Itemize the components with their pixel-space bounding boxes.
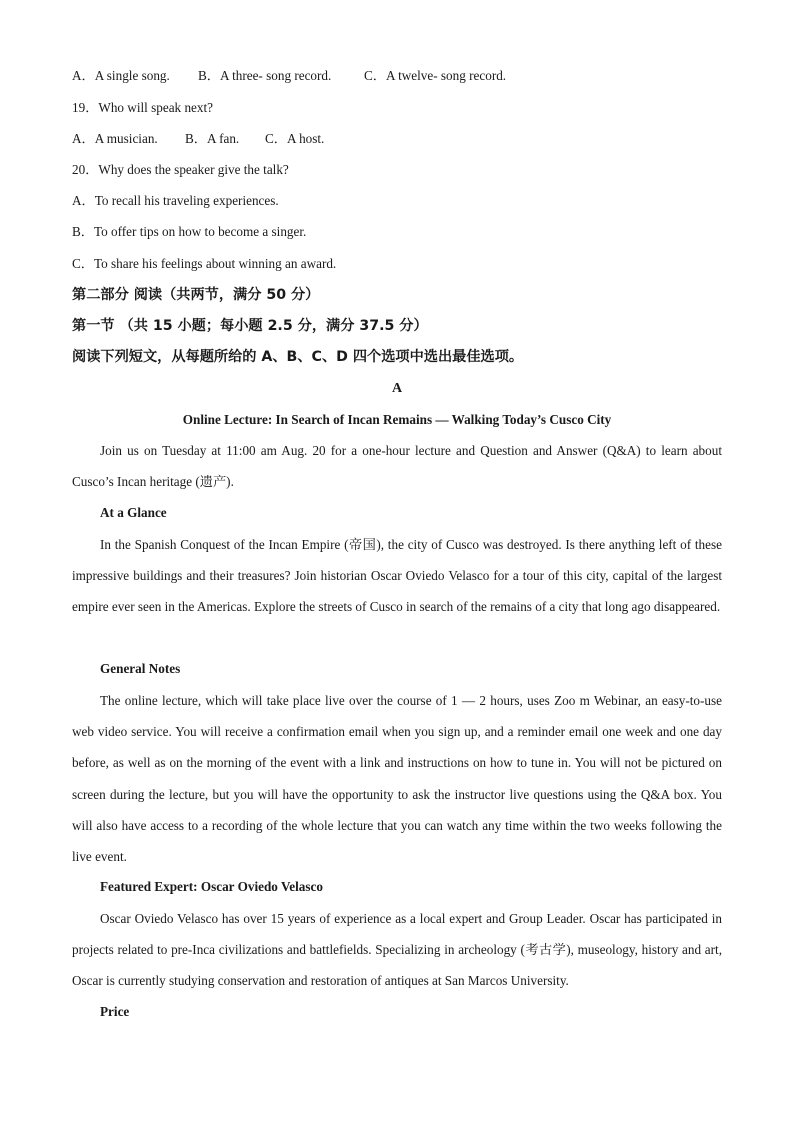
q20-option-c: C．To share his feelings about winning an award. bbox=[72, 256, 337, 271]
q18-option-b: B．A three- song record. bbox=[198, 68, 332, 83]
q19-option-a: A．A musician. bbox=[72, 131, 158, 146]
q19-options bbox=[72, 129, 324, 149]
section-one-title: 第一节 （共 15 小题；每小题 2.5 分，满分 37.5 分） bbox=[72, 318, 428, 334]
price-heading: Price bbox=[100, 1004, 130, 1019]
at-a-glance-paragraph: In the Spanish Conquest of the Incan Empire (帝国), the city of Cusco was destroyed. Is there anything left of these impressive buildings and their treasures? Join historian Oscar Oviedo Velasco for a tour of this city, capital of the largest empire ever seen in the Americas. Explore the streets of Cusco in search of the remains of a city that long ago disappeared. bbox=[72, 537, 722, 615]
q20-question: 20．Why does the speaker give the talk? bbox=[72, 162, 289, 177]
q18-option-c: C．A twelve- song record. bbox=[364, 68, 507, 83]
passage-title: Online Lecture: In Search of Incan Remains — Walking Today’s Cusco City bbox=[182, 412, 612, 427]
q18-options bbox=[72, 66, 506, 86]
reading-instruction: 阅读下列短文，从每题所给的 A、B、C、D 四个选项中选出最佳选项。 bbox=[72, 349, 524, 365]
q19-option-b: B．A fan. bbox=[185, 131, 240, 146]
q18-option-a: A．A single song. bbox=[72, 68, 170, 83]
q19-option-c: C．A host. bbox=[265, 131, 325, 146]
at-a-glance-heading: At a Glance bbox=[100, 505, 167, 520]
featured-expert-paragraph: Oscar Oviedo Velasco has over 15 years of experience as a local expert and Group Leader. Oscar has participated in projects related to pre-Inca civilizations and battlefields. Specializing in archeology (考古学), museology, history and art, Oscar is currently studying conservation and restoration of antiques at San Marcos University. bbox=[72, 911, 722, 989]
featured-expert-heading: Featured Expert: Oscar Oviedo Velasco bbox=[100, 879, 323, 894]
q20-option-a: A．To recall his traveling experiences. bbox=[72, 193, 279, 208]
general-notes-heading: General Notes bbox=[100, 661, 181, 676]
intro-paragraph: Join us on Tuesday at 11:00 am Aug. 20 for a one-hour lecture and Question and Answer (Q&A) to learn about Cusco’s Incan heritage (遗产). bbox=[72, 443, 722, 490]
q20-option-b: B．To offer tips on how to become a singer. bbox=[72, 224, 307, 239]
general-notes-paragraph: The online lecture, which will take place live over the course of 1 — 2 hours, uses Zoo m Webinar, an easy-to-use web video service. You will receive a confirmation email when you sign up, and a reminder email one week and one day before, as well as on the morning of the event with a link and instructions on how to tune in. You will not be pictured on screen during the lecture, but you will have the opportunity to ask the instructor live questions using the Q&A box. You will also have access to a recording of the whole lecture that you can watch any time within the two weeks following the live event. bbox=[72, 693, 722, 865]
passage-letter: A bbox=[391, 381, 403, 396]
q19-question: 19．Who will speak next? bbox=[72, 100, 213, 115]
part-two-title: 第二部分 阅读（共两节，满分 50 分） bbox=[72, 287, 320, 303]
